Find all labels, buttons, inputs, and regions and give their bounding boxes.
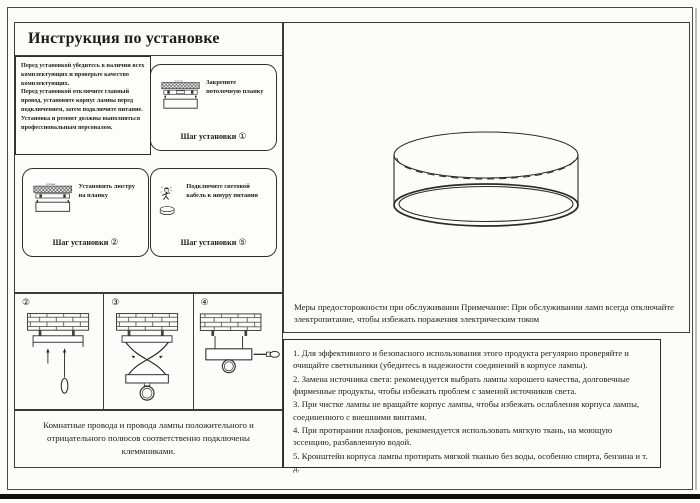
maintenance-item: 2. Замена источника света: рекомендуется выбрать лампы хорошего качества, долговечные фирменные продукты, чтобы избежать проблем с заменой источников света. [293,373,630,397]
step-5-label: Шаг установки [180,238,237,247]
step-2-footer [23,238,148,248]
intro-paragraph-2: Перед установкой отключите главный провод, установите корпус лампы перед подключением, затем подключите питание. Установка и ремонт должны выполняться профессиональным персоналом. [21,88,143,131]
step-5-box [150,168,277,257]
step-1-footer [151,132,276,142]
sheet-bottom-rule [0,494,700,499]
maintenance-item: 3. При чистке лампы не вращайте корпус лампы, чтобы избежать ослабления корпуса лампы, соединенного с внешними винтами. [293,399,640,422]
step-1-label: Шаг установки [180,132,237,141]
ceiling-label: потолок [174,79,183,83]
step-2-caption: Установить люстру на планку [78,183,135,199]
diagram-4-label: ④ [200,298,209,308]
diagram-4-panel [194,294,282,409]
steps-overview-box [14,55,283,293]
step-1-box [150,64,277,151]
wiring-note-box [14,410,283,468]
intro-paragraph-1: Перед установкой убедитесь в наличии всех комплектующих и проверьте качество комплектующих. [21,62,145,87]
diagram-2-label: ② [22,298,31,308]
lamp-on-bracket-icon [31,175,75,221]
intro-warning-box [15,56,151,155]
step-2-box [22,168,149,257]
diagram-2-panel [15,294,104,409]
step-5-number: ⑤ [238,238,247,248]
maintenance-item: 4. При протирании плафонов, рекомендуется использовать мягкую ткань, на моющую эссенцию, разбавленную водой. [293,425,613,448]
ceiling-bracket-icon [159,71,202,119]
wiring-diagrams-strip [14,293,283,410]
diagram-3-label: ③ [111,298,120,308]
step-5-footer [151,238,276,248]
precaution-text: Меры предосторожности при обслуживании Примечание: При обслуживании ламп всегда отключайте электропитание, чтобы избежать поражения электрическим током [294,301,675,325]
hanging-wires-diagram [18,308,100,408]
step-1-number: ① [238,132,247,142]
step-2-number: ② [110,238,119,248]
maintenance-item: 5. Кронштейн корпуса лампы протирать мягкой тканью без воды, особенно спирта, бензина и т. д. [293,450,648,474]
wiring-note-text: Комнатные провода и провода лампы положительного и отрицательного полюсов соответственно подключены клеммниками. [43,420,254,456]
step-5-caption: Подключите световой кабель к шнуру питания [186,183,258,199]
lamp-drawing-panel [283,22,690,333]
diagram-3-panel [104,294,193,409]
step-2-label: Шаг установки [52,238,109,247]
step-1-caption: Закрепите потолочную планку [206,79,264,95]
crossed-wires-diagram [107,308,189,408]
drum-ceiling-lamp-drawing [386,125,586,237]
page-title: Инструкция по установке [28,30,220,47]
title-box [14,22,283,56]
ceiling-label: потолок [46,183,56,187]
electrician-and-lamp-icon [159,175,182,227]
scan-page-edge [695,8,697,490]
maintenance-list-box [283,339,661,474]
screwdriver-fixing-diagram [193,308,283,408]
maintenance-item: 1. Для эффективного и безопасного использования этого продукта регулярно проверяйте и очищайте светильники (убедитесь в надежности соединений в корпусе лампы). [293,348,629,371]
